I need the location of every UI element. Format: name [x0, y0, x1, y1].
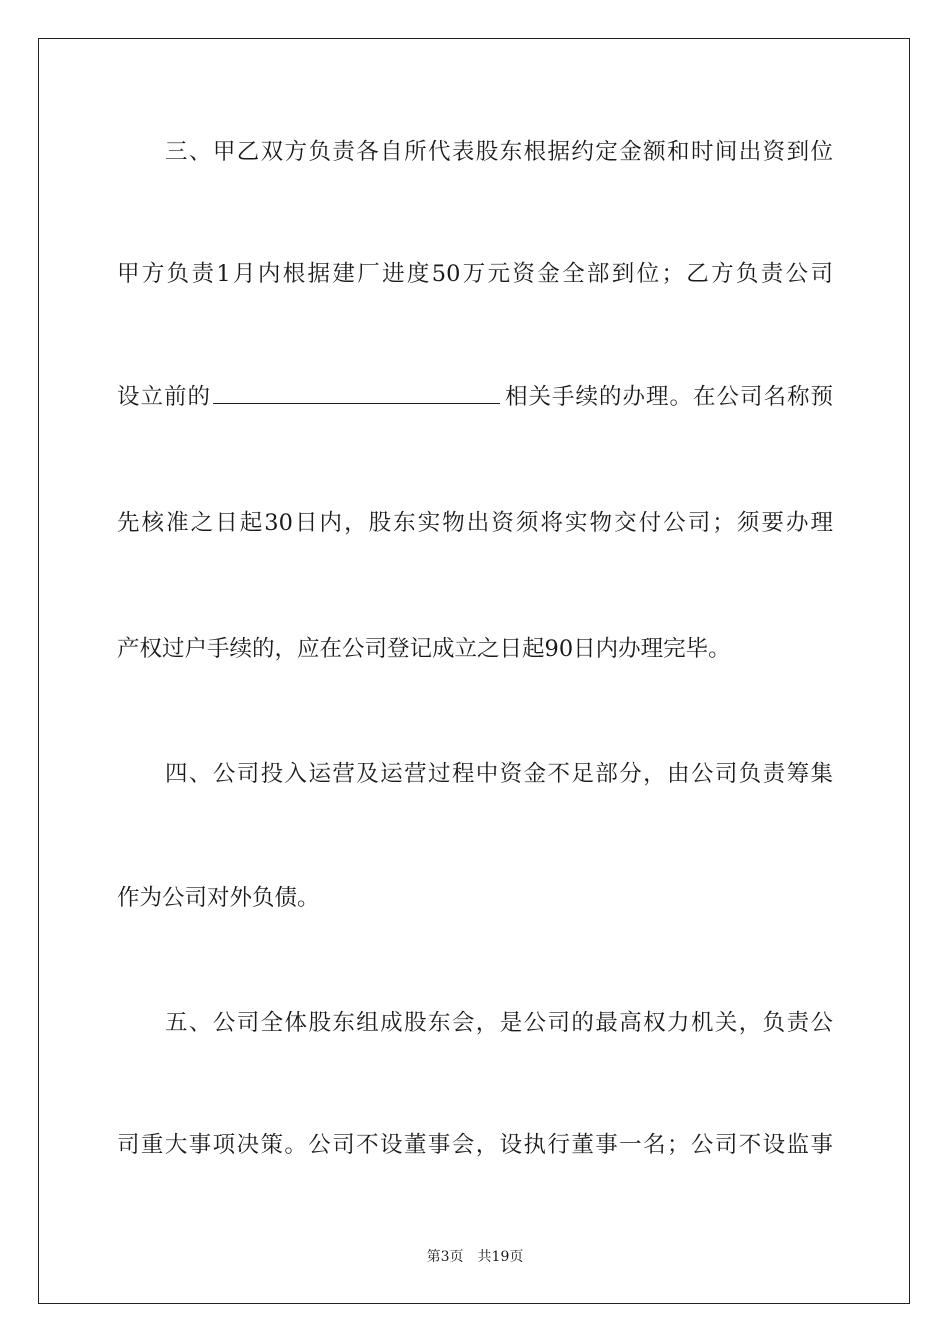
page-border: [38, 38, 910, 1304]
paragraph-line: 三、甲乙双方负责各自所代表股东根据约定金额和时间出资到位: [165, 139, 833, 165]
paragraph-line-with-blank: [117, 381, 833, 413]
paragraph-line: 五、公司全体股东组成股东会，是公司的最高权力机关，负责公: [165, 1010, 833, 1036]
page-number: 第3页: [426, 1249, 464, 1265]
page-footer: [0, 1247, 950, 1267]
fill-in-blank: [213, 381, 500, 404]
paragraph-line: 产权过户手续的，应在公司登记成立之日起90日内办理完毕。: [117, 636, 731, 662]
paragraph-line: 作为公司对外负债。: [117, 885, 320, 911]
total-pages: 共19页: [477, 1249, 524, 1265]
paragraph-line: 先核准之日起30日内，股东实物出资须将实物交付公司；须要办理: [117, 510, 833, 536]
line-text-after-blank: 相关手续的办理。在公司名称预: [504, 384, 833, 410]
paragraph-line: 四、公司投入运营及运营过程中资金不足部分，由公司负责筹集: [165, 761, 833, 787]
paragraph-line: 甲方负责1月内根据建厂进度50万元资金全部到位；乙方负责公司: [117, 261, 833, 287]
line-text-before-blank: 设立前的: [117, 384, 211, 410]
paragraph-line: 司重大事项决策。公司不设董事会，设执行董事一名；公司不设监事: [117, 1132, 833, 1158]
